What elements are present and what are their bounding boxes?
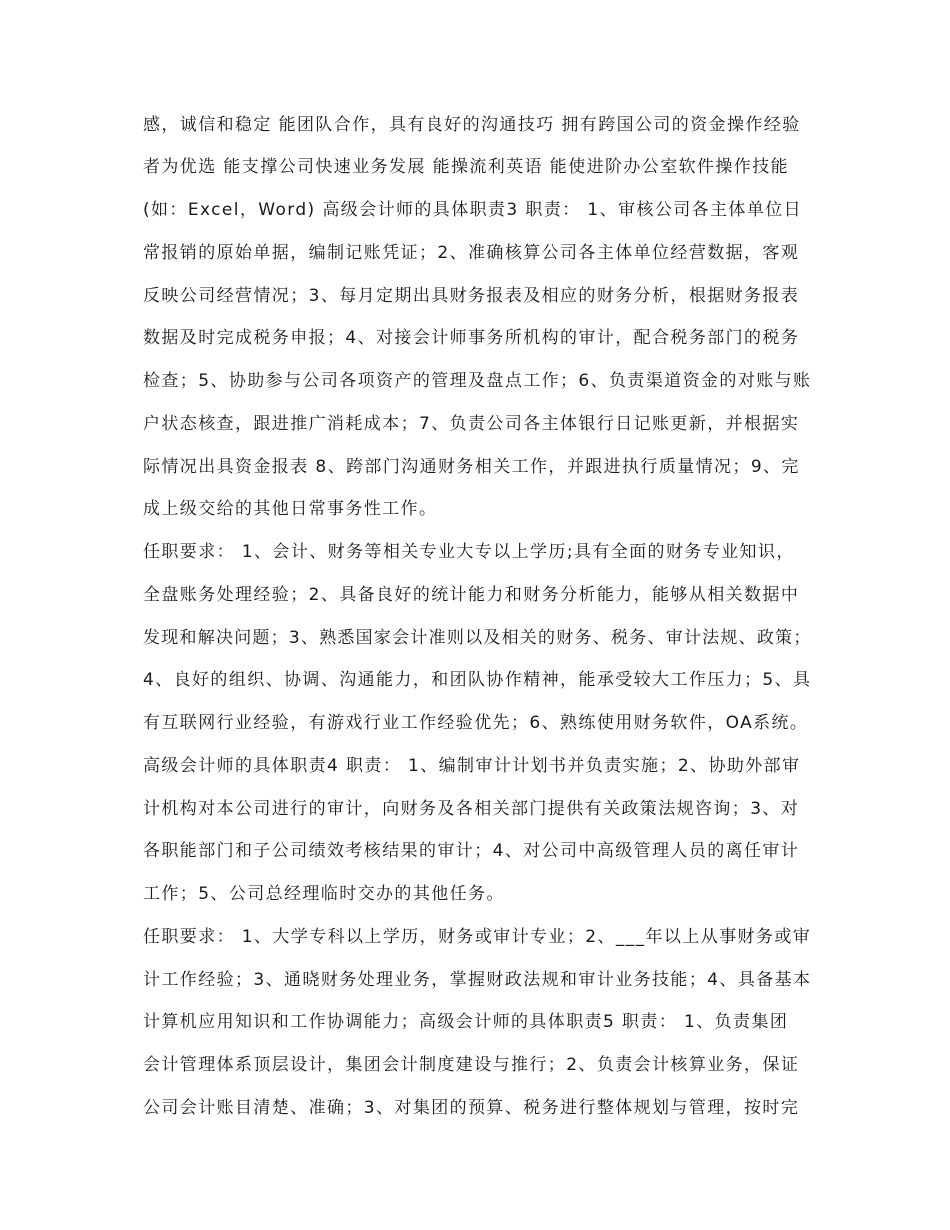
text-line: 感，诚信和稳定 能团队合作，具有良好的沟通技巧 拥有跨国公司的资金操作经验	[143, 115, 801, 135]
text-line: 4、良好的组织、协调、沟通能力，和团队协作精神，能承受较大工作压力；5、具	[143, 670, 812, 690]
text-line: 际情况出具资金报表 8、跨部门沟通财务相关工作，并跟进执行质量情况；9、完	[143, 457, 800, 477]
text-line: 反映公司经营情况；3、每月定期出具财务报表及相应的财务分析，根据财务报表	[143, 286, 800, 306]
text-line: 成上级交给的其他日常事务性工作。	[143, 499, 438, 519]
text-line: 会计管理体系顶层设计，集团会计制度建设与推行；2、负责会计核算业务，保证	[143, 1055, 800, 1075]
text-line: 公司会计账目清楚、准确；3、对集团的预算、税务进行整体规划与管理，按时完	[143, 1098, 800, 1118]
text-line: 计算机应用知识和工作协调能力；高级会计师的具体职责5 职责： 1、负责集团	[143, 1012, 789, 1032]
text-line: 各职能部门和子公司绩效考核结果的审计；4、对公司中高级管理人员的离任审计	[143, 841, 800, 861]
text-line: 发现和解决问题；3、熟悉国家会计准则以及相关的财务、税务、审计法规、政策；	[143, 628, 812, 648]
text-line: 全盘账务处理经验；2、具备良好的统计能力和财务分析能力，能够从相关数据中	[143, 585, 800, 605]
text-line: 数据及时完成税务申报；4、对接会计师事务所机构的审计，配合税务部门的税务	[143, 328, 800, 348]
text-line: 计工作经验；3、通晓财务处理业务，掌握财政法规和审计业务技能；4、具备基本	[143, 970, 812, 990]
text-line: 计机构对本公司进行的审计，向财务及各相关部门提供有关政策法规咨询；3、对	[143, 799, 800, 819]
text-line: 检查；5、协助参与公司各项资产的管理及盘点工作；6、负责渠道资金的对账与账	[143, 371, 812, 391]
text-line: 常报销的原始单据，编制记账凭证；2、准确核算公司各主体单位经营数据，客观	[143, 243, 800, 263]
text-line: 任职要求： 1、会计、财务等相关专业大专以上学历;具有全面的财务专业知识，	[143, 542, 795, 562]
text-line: 工作；5、公司总经理临时交办的其他任务。	[143, 884, 505, 904]
text-line: 有互联网行业经验，有游戏行业工作经验优先；6、熟练使用财务软件，OA系统。	[143, 713, 809, 733]
text-line: 户状态核查，跟进推广消耗成本；7、负责公司各主体银行日记账更新，并根据实	[143, 414, 800, 434]
text-line: (如：Excel，Word) 高级会计师的具体职责3 职责： 1、审核公司各主体单位日	[143, 200, 803, 220]
text-line: 高级会计师的具体职责4 职责： 1、编制审计计划书并负责实施；2、协助外部审	[143, 756, 801, 776]
text-line: 者为优选 能支撑公司快速业务发展 能操流利英语 能使进阶办公室软件操作技能	[143, 157, 790, 177]
text-line: 任职要求： 1、大学专科以上学历，财务或审计专业；2、___年以上从事财务或审	[143, 927, 812, 947]
